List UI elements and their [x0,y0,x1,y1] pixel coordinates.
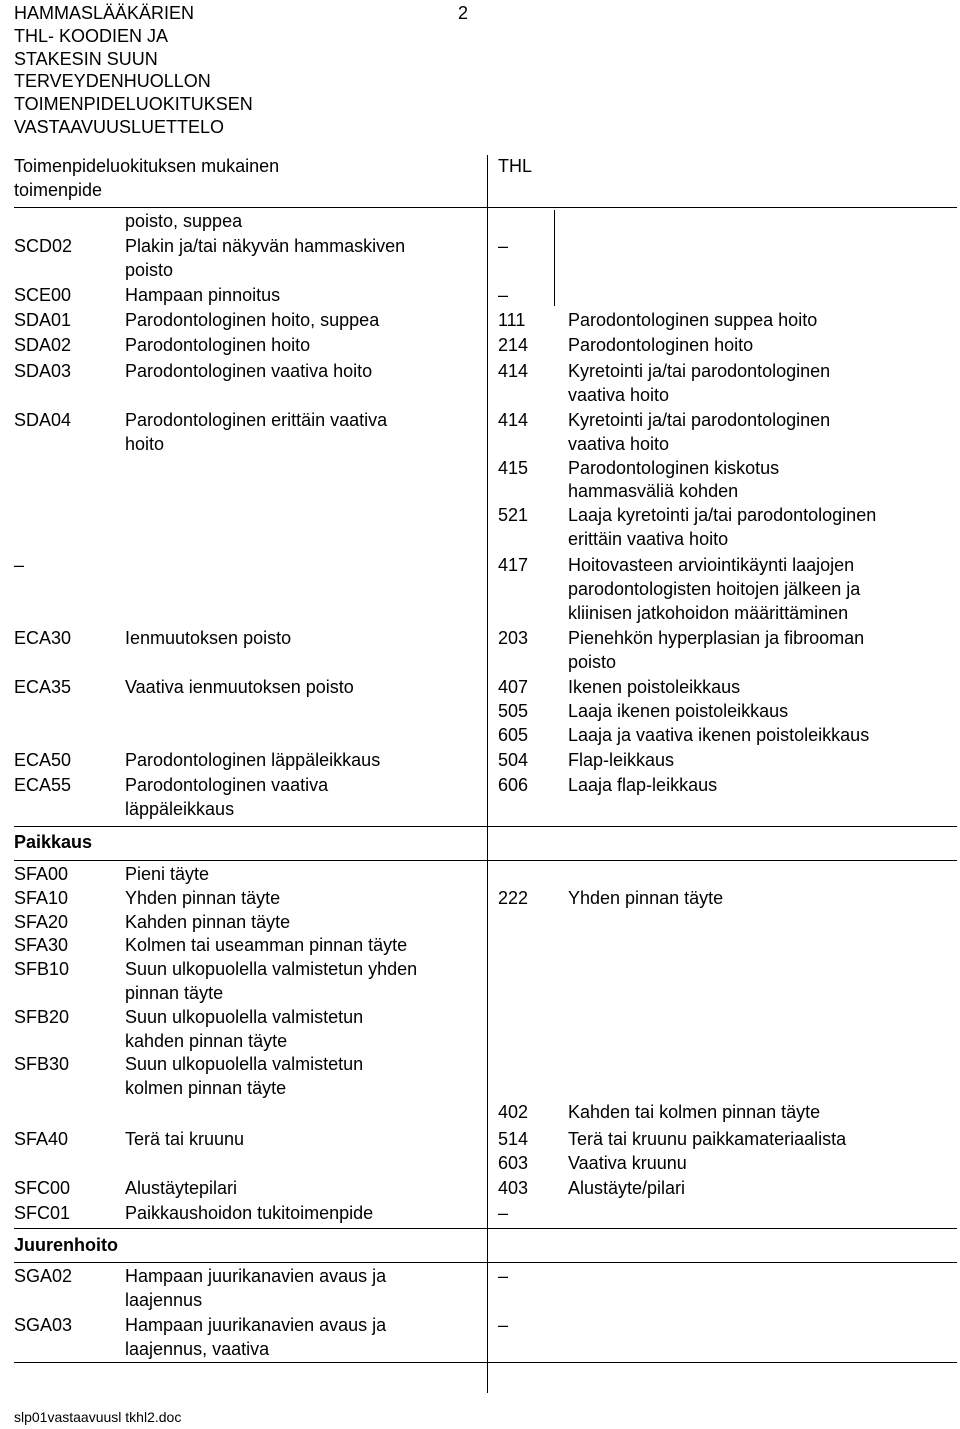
row-7-code: SDA04 [14,410,72,430]
row-11-code: ECA50 [14,750,72,770]
row-15-thl-description: Alustäyte/pilari [568,1178,686,1198]
row-10-code: ECA35 [14,677,72,697]
row-10-thl-code: 407 505 605 [498,677,529,745]
row-11-thl-code: 504 [498,750,529,770]
row-13-codes: SFA00 SFA10 SFA20 SFA30 SFB10 SFB20 SFB30 [14,864,70,1075]
row-5-thl-code: 214 [498,335,529,355]
row-15-thl-code: 403 [498,1178,529,1198]
row-6-thl-code: 414 [498,361,529,381]
row-5-thl-description: Parodontologinen hoito [568,335,754,355]
row-8-code: – [14,555,25,575]
row-7-description: Parodontologinen erittäin vaativa hoito [125,410,388,454]
row-11-thl-description: Flap-leikkaus [568,750,675,770]
row-13-thl-descriptions: Yhden pinnan täyte Kahden tai kolmen pinnan täyte [568,887,821,1122]
row-4-thl-description: Parodontologinen suppea hoito [568,310,818,330]
paikkaus-top-rule [14,826,957,827]
row-9-thl-code: 203 [498,628,529,648]
row-4-code: SDA01 [14,310,72,330]
row-8-thl-code: 417 [498,555,529,575]
row-2-code: SCD02 [14,236,73,256]
row-12-thl-description: Laaja flap-leikkaus [568,775,718,795]
row-9-thl-description: Pienehkön hyperplasian ja fibrooman poisto [568,628,865,672]
row-13-thl-codes: 222 402 [498,887,529,1122]
row-18-thl-code: – [498,1315,509,1335]
row-17-description: Hampaan juurikanavien avaus ja laajennus [125,1266,387,1310]
table-header-rule [14,207,957,208]
row-3-code: SCE00 [14,285,72,305]
row-6-code: SDA03 [14,361,72,381]
row-11-description: Parodontologinen läppäleikkaus [125,750,381,770]
section-heading-paikkaus: Paikkaus [14,832,93,852]
row-4-description: Parodontologinen hoito, suppea [125,310,380,330]
row-14-thl-description: Terä tai kruunu paikkamateriaalista Vaativa kruunu [568,1129,847,1173]
row-10-description: Vaativa ienmuutoksen poisto [125,677,354,697]
row-17-thl-code: – [498,1266,509,1286]
row-12-description: Parodontologinen vaativa läppäleikkaus [125,775,329,819]
row-18-description: Hampaan juurikanavien avaus ja laajennus, vaativa [125,1315,387,1359]
row-17-code: SGA02 [14,1266,73,1286]
paikkaus-bottom-rule [14,860,957,861]
row-3-description: Hampaan pinnoitus [125,285,281,305]
row-15-code: SFC00 [14,1178,71,1198]
row-16-code: SFC01 [14,1203,71,1223]
row-18-code: SGA03 [14,1315,73,1335]
table-bottom-rule [14,1362,957,1363]
document-header-title: HAMMASLÄÄKÄRIEN THL- KOODIEN JA STAKESIN SUUN TERVEYDENHUOLLON TOIMENPIDELUOKITUKSEN VASTAAVUUSLUETTELO [14,3,253,137]
row-2-thl-code: – [498,236,509,256]
row-14-description: Terä tai kruunu [125,1129,245,1149]
row-7-thl-description: Kyretointi ja/tai parodontologinen vaativa hoito Parodontologinen kiskotus hammasväliä kohden Laaja kyretointi ja/tai parodontologinen erittäin vaativa hoito [568,410,877,549]
row-5-code: SDA02 [14,335,72,355]
row-9-description: Ienmuutoksen poisto [125,628,292,648]
row-6-thl-description: Kyretointi ja/tai parodontologinen vaativa hoito [568,361,831,405]
row-10-thl-description: Ikenen poistoleikkaus Laaja ikenen poistoleikkaus Laaja ja vaativa ikenen poistoleikkaus [568,677,870,745]
row-12-code: ECA55 [14,775,72,795]
row-16-description: Paikkaushoidon tukitoimenpide [125,1203,374,1223]
row-2-description: Plakin ja/tai näkyvän hammaskiven poisto [125,236,406,280]
column-header-thl: THL [498,156,533,176]
section-heading-juurenhoito: Juurenhoito [14,1235,118,1255]
row-8-thl-description: Hoitovasteen arviointikäynti laajojen parodontologisten hoitojen jälkeen ja kliinisen jatkohoidon määrittäminen [568,555,861,623]
row-1-description: poisto, suppea [125,211,243,231]
row-4-thl-code: 111 [498,310,526,330]
row-14-thl-code: 514 603 [498,1129,529,1173]
row-5-description: Parodontologinen hoito [125,335,311,355]
page-number: 2 [458,3,469,23]
vertical-rule-section-top [554,210,555,306]
juurenhoito-top-rule [14,1228,957,1229]
row-7-thl-code: 414 415 521 [498,410,529,526]
row-9-code: ECA30 [14,628,72,648]
row-14-code: SFA40 [14,1129,69,1149]
row-13-descriptions: Pieni täyte Yhden pinnan täyte Kahden pinnan täyte Kolmen tai useamman pinnan täyte Suun ulkopuolella valmistetun yhden pinnan täyte Suun ulkopuolella valmistetun kahden pinnan täyte Suun ulkopuolella valmistetun kolmen pinnan täyte [125,864,418,1099]
row-15-description: Alustäytepilari [125,1178,238,1198]
vertical-rule-left-main [487,155,488,1393]
column-header-procedure: Toimenpideluokituksen mukainen toimenpide [14,156,280,200]
row-3-thl-code: – [498,285,509,305]
row-12-thl-code: 606 [498,775,529,795]
row-6-description: Parodontologinen vaativa hoito [125,361,373,381]
juurenhoito-bottom-rule [14,1262,957,1263]
row-16-thl-code: – [498,1203,509,1223]
document-footer-filename: slp01vastaavuusl tkhl2.doc [14,1409,182,1425]
